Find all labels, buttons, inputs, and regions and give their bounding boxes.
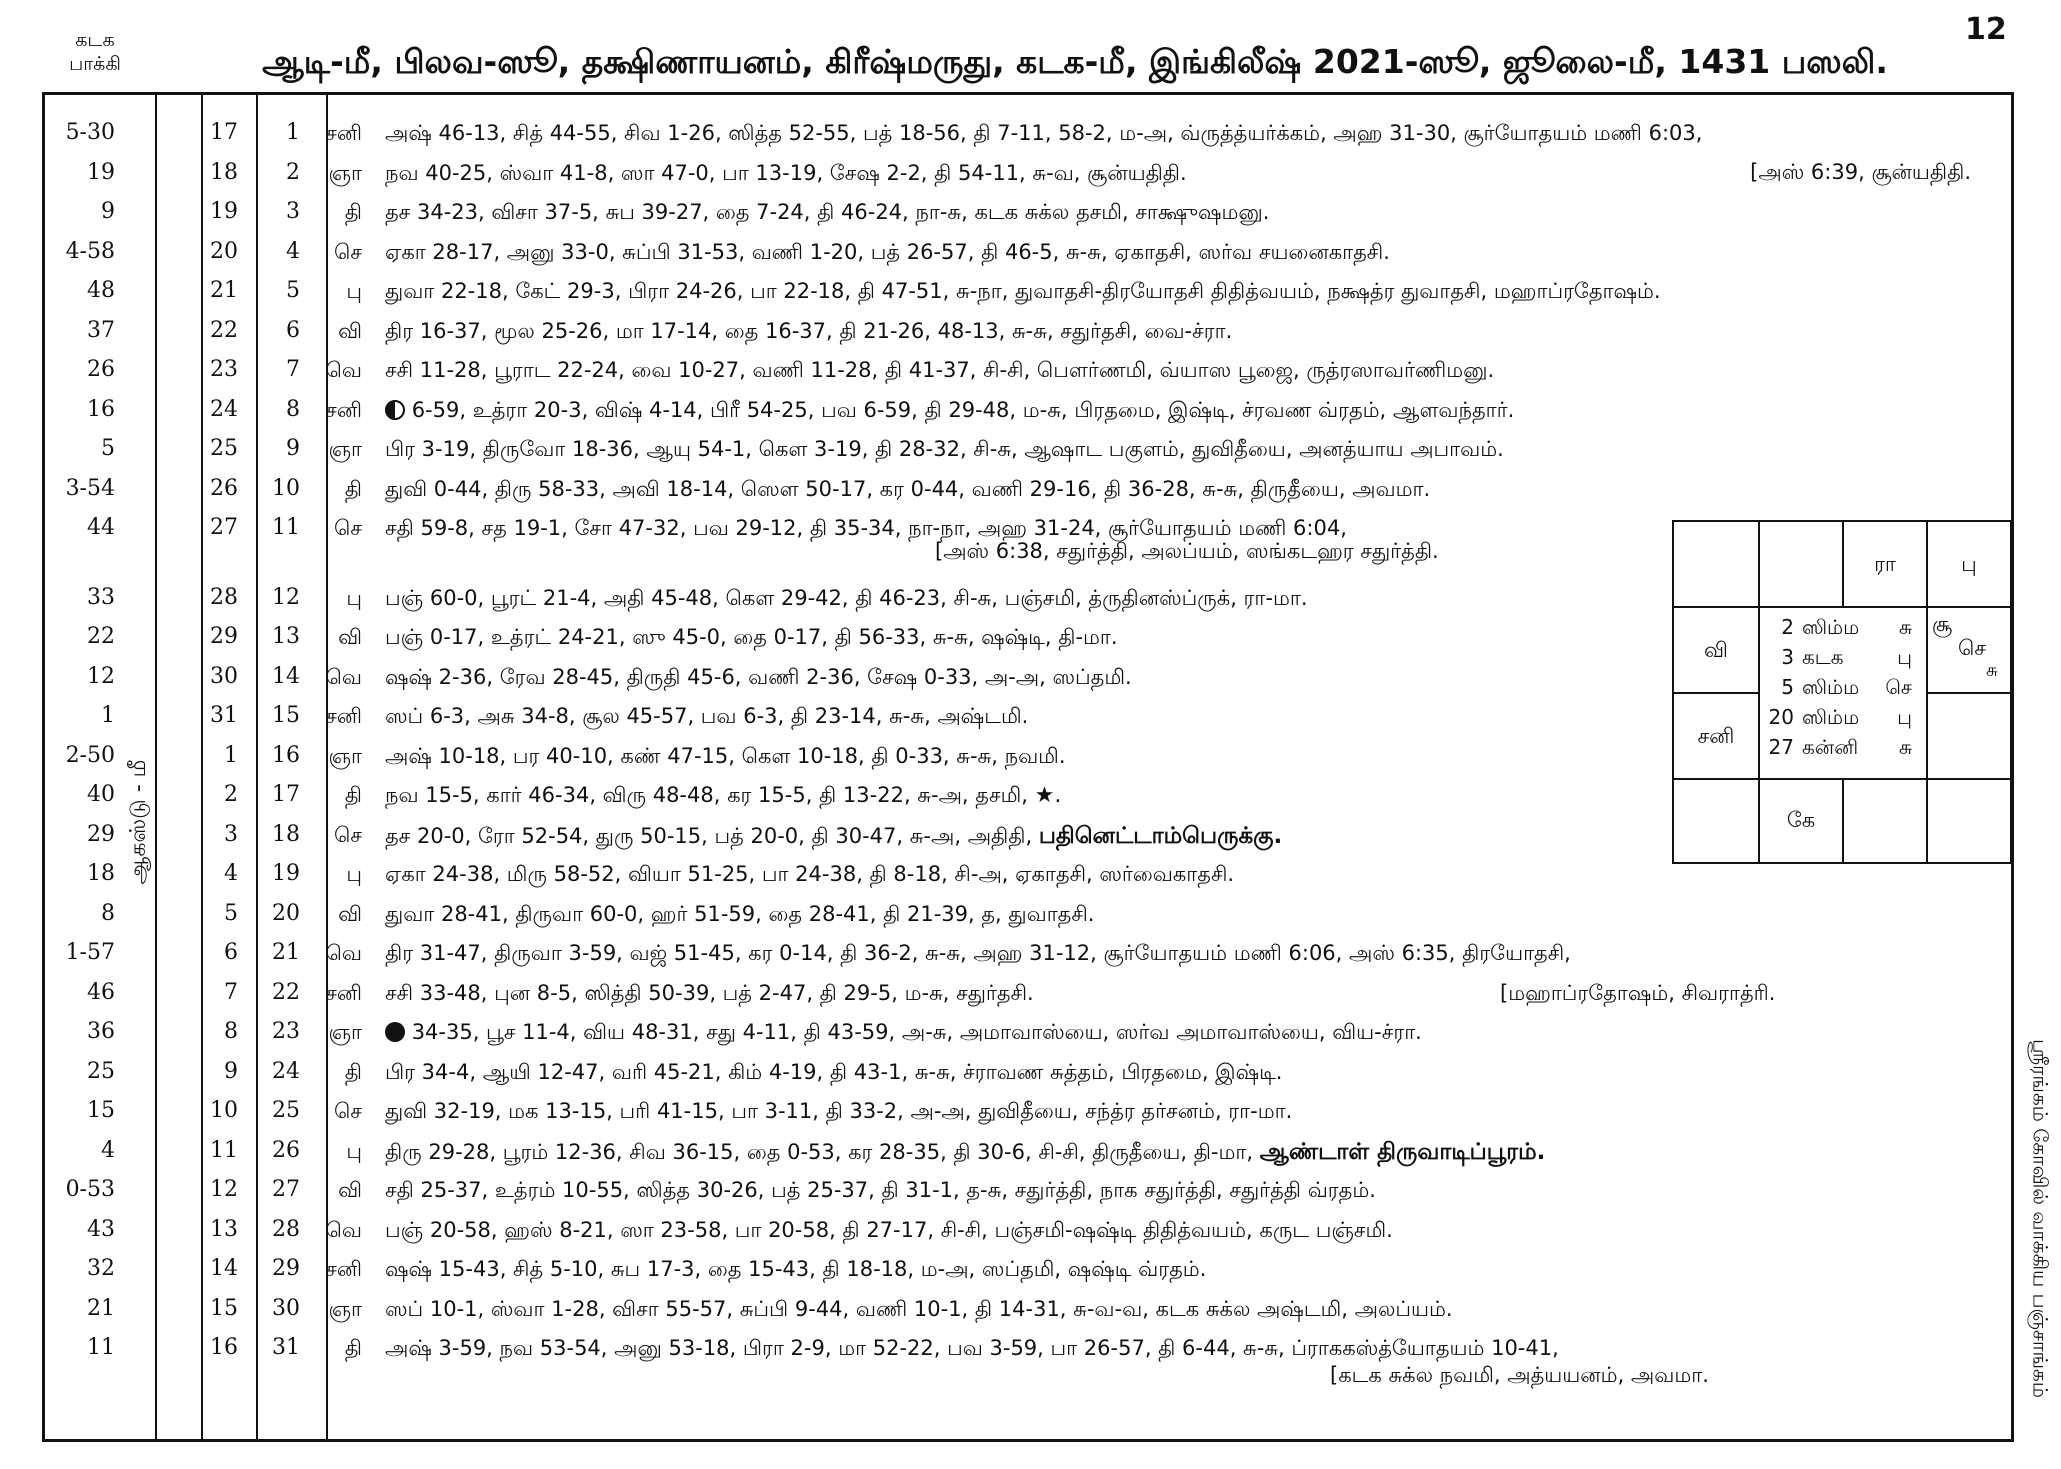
weekday: செ — [334, 1099, 362, 1123]
day-details — [385, 902, 1985, 929]
english-date: 26 — [210, 475, 238, 501]
weekday: ஞா — [328, 1020, 362, 1044]
page-title: ஆடி-மீ, பிலவ-ஸூ, தக்ஷிணாயனம், கிரீஷ்மருது, கடக-மீ, இங்கிலீஷ் 2021-ஸூ, ஜூலை-மீ, 1431 பஸலி. — [262, 42, 1888, 81]
day-details-text: துவி 0-44, திரு 58-33, அவி 18-14, ஸௌ 50-17, கர 0-44, வணி 29-16, தி 36-28, சு-சு, திருதீயை, அவமா. — [385, 476, 1431, 501]
day-details — [385, 279, 1985, 306]
chart-cell — [1672, 778, 1760, 864]
english-date: 20 — [210, 238, 238, 264]
full-moon-icon — [385, 400, 405, 420]
tamil-date: 23 — [272, 1019, 300, 1044]
kadaka-balance: 37 — [87, 317, 115, 343]
day-details — [385, 1336, 1985, 1363]
kadaka-balance: 5-30 — [65, 120, 115, 145]
day-details-text: தச 20-0, ரோ 52-54, துரு 50-15, பத் 20-0, தி 30-47, சு-அ, அதிதி, — [385, 823, 1033, 848]
tamil-date: 17 — [272, 782, 300, 807]
weekday: வெ — [325, 358, 362, 382]
weekday: ஞா — [328, 160, 362, 185]
rasi-chart — [1672, 520, 2012, 864]
table-row — [45, 191, 2011, 231]
tamil-date: 18 — [272, 821, 300, 847]
kadaka-balance: 40 — [87, 782, 115, 807]
day-details-text: ஷஷ் 15-43, சித் 5-10, சுப 17-3, தை 15-43, தி 18-18, ம-அ, ஸப்தமி, ஷஷ்டி வ்ரதம். — [385, 1257, 1207, 1281]
table-row — [45, 428, 2011, 468]
english-date: 9 — [224, 1058, 238, 1084]
english-date: 16 — [210, 1335, 238, 1360]
tamil-date: 25 — [272, 1098, 300, 1123]
english-date: 30 — [210, 663, 238, 689]
continuation-text: [மஹாப்ரதோஷம், சிவராத்ரி. — [1500, 980, 1776, 1005]
table-row — [45, 1288, 2011, 1328]
day-details — [385, 1178, 1985, 1205]
chart-cell-su-se — [1926, 606, 2012, 694]
day-details-text: 34-35, பூச 11-4, விய 48-31, சது 4-11, தி 43-59, அ-சு, அமாவாஸ்யை, ஸர்வ அமாவாஸ்யை, விய-ச்ரா. — [411, 1020, 1422, 1044]
day-details-text: ஏகா 28-17, அனு 33-0, சுப்பி 31-53, வணி 1-20, பத் 26-57, தி 46-5, சு-சு, ஏகாதசி, ஸர்வ சயனைகாதசி. — [385, 239, 1390, 264]
weekday: வி — [338, 625, 362, 649]
english-date: 1 — [224, 742, 238, 768]
weekday: பு — [346, 279, 362, 303]
table-row — [45, 231, 2011, 271]
tamil-date: 12 — [272, 584, 300, 610]
day-details-text: அஷ் 10-18, பர 40-10, கண் 47-15, கௌ 10-18, தி 0-33, சு-சு, நவமி. — [385, 743, 1066, 768]
kadaka-balance: 1 — [101, 703, 115, 728]
weekday: செ — [334, 822, 362, 847]
weekday: தி — [344, 200, 362, 224]
kadaka-balance: 36 — [87, 1019, 115, 1044]
day-details — [385, 1297, 1985, 1324]
day-details-text: ஸப் 6-3, அசு 34-8, சூல 45-57, பவ 6-3, தி 23-14, சு-சு, அஷ்டமி. — [385, 704, 1029, 728]
kadaka-balance: 33 — [87, 584, 115, 610]
table-row — [45, 1090, 2011, 1130]
transit-sign: ஸிம்ம — [1802, 705, 1860, 729]
english-date: 22 — [210, 317, 238, 343]
transit-sign: கடக — [1802, 645, 1844, 669]
tamil-date: 22 — [272, 979, 300, 1005]
day-details — [385, 358, 1985, 385]
day-details-text: திரு 29-28, பூரம் 12-36, சிவ 36-15, தை 0-53, கர 28-35, தி 30-6, சி-சி, திருதீயை, தி-மா, — [385, 1139, 1254, 1164]
day-details-text: நவ 40-25, ஸ்வா 41-8, ஸா 47-0, பா 13-19, சேஷ 2-2, தி 54-11, சு-வ, சூன்யதிதி. — [385, 160, 1187, 185]
kadaka-balance: 32 — [87, 1256, 115, 1281]
day-details-text: பஞ் 20-58, ஹஸ் 8-21, ஸா 23-58, பா 20-58, தி 27-17, சி-சி, பஞ்சமி-ஷஷ்டி திதித்வயம், கருட பஞ்சமி. — [385, 1217, 1393, 1242]
weekday: பு — [346, 1138, 362, 1163]
star-icon: ★. — [1034, 783, 1062, 808]
page-number: 12 — [1965, 12, 2007, 47]
tamil-date: 11 — [272, 515, 300, 540]
kadaka-balance: 11 — [87, 1335, 115, 1360]
chart-cell — [1672, 520, 1760, 608]
planet-ke: கே — [1786, 808, 1816, 832]
weekday: செ — [334, 239, 362, 264]
tamil-date: 10 — [272, 475, 300, 501]
festival-highlight: ஆண்டாள் திருவாடிப்பூரம். — [1259, 1138, 1546, 1165]
english-date: 29 — [210, 624, 238, 649]
tamil-date: 4 — [286, 238, 300, 264]
planet-su2: சு — [1986, 660, 1998, 681]
corner-line-2: பாக்கி — [69, 53, 121, 75]
transit-planet: சு — [1898, 615, 1912, 639]
tamil-date: 29 — [272, 1256, 300, 1281]
tamil-date: 7 — [286, 357, 300, 382]
tamil-date: 2 — [286, 159, 300, 185]
tamil-date: 27 — [272, 1177, 300, 1202]
tamil-date: 21 — [272, 940, 300, 965]
chart-cell-vi — [1672, 606, 1760, 694]
transit-planet: பு — [1897, 705, 1912, 729]
day-details-text: துவா 28-41, திருவா 60-0, ஹர் 51-59, தை 28-41, தி 21-39, த, துவாதசி. — [385, 901, 1095, 926]
english-date: 27 — [210, 515, 238, 540]
day-details-text: பிர 3-19, திருவோ 18-36, ஆயு 54-1, கௌ 3-19, தி 28-32, சி-சு, ஆஷாட பகுளம், துவிதீயை, அனத்யாய அபாவம். — [385, 437, 1504, 461]
day-details-text: சதி 25-37, உத்ரம் 10-55, ஸித்த 30-26, பத் 25-37, தி 31-1, த-சு, சதுர்த்தி, நாக சதுர்த்தி, சதுர்த்தி வ்ரதம். — [385, 1178, 1376, 1202]
day-details — [385, 1060, 1985, 1087]
transit-date: 3 — [1781, 645, 1794, 669]
tamil-date: 9 — [286, 436, 300, 461]
planet-ra: ரா — [1874, 552, 1896, 576]
day-details — [385, 121, 1985, 148]
chart-cell — [1758, 520, 1844, 608]
weekday: ஞா — [328, 437, 362, 461]
day-details-text: துவா 22-18, கேட் 29-3, பிரா 24-26, பா 22-18, தி 47-51, சு-நா, துவாதசி-திரயோதசி திதித்வயம், நக்ஷத்ர துவாதசி, மஹாப்ரதோஷம். — [385, 279, 1661, 303]
planet-vi: வி — [1704, 638, 1728, 662]
weekday: சனி — [325, 980, 362, 1005]
english-date: 24 — [210, 396, 238, 422]
planet-su: சூ — [1932, 612, 1953, 636]
transit-planet: சு — [1898, 735, 1912, 759]
kadaka-balance: 5 — [101, 436, 115, 461]
chart-cell — [1926, 778, 2012, 864]
transit-planet: பு — [1897, 645, 1912, 669]
english-date: 10 — [210, 1098, 238, 1123]
day-details-text: அஷ் 46-13, சித் 44-55, சிவ 1-26, ஸித்த 52-55, பத் 18-56, தி 7-11, 58-2, ம-அ, வ்ருத்த்யர்க்கம், அஹ 31-30, சூர்யோதயம் மணி 6:03, — [385, 121, 1703, 145]
tamil-date: 14 — [272, 663, 300, 689]
day-details-text: தச 34-23, விசா 37-5, சுப 39-27, தை 7-24, தி 46-24, நா-சு, கடக சுக்ல தசமி, சாக்ஷுஷமனு. — [385, 200, 1270, 224]
continuation-text: [கடக சுக்ல நவமி, அத்யயனம், அவமா. — [1330, 1362, 1709, 1387]
planet-sani: சனி — [1697, 724, 1735, 748]
english-date: 8 — [224, 1019, 238, 1044]
day-details-text: பஞ் 0-17, உத்ரட் 24-21, ஸு 45-0, தை 0-17, தி 56-33, சு-சு, ஷஷ்டி, தி-மா. — [385, 625, 1118, 649]
chart-cell — [1842, 778, 1928, 864]
day-details — [385, 161, 1985, 188]
day-details — [385, 1218, 1985, 1245]
english-date: 15 — [210, 1295, 238, 1321]
kadaka-balance: 43 — [87, 1216, 115, 1242]
english-date: 11 — [210, 1137, 238, 1163]
kadaka-balance: 4-58 — [65, 238, 115, 264]
english-date: 21 — [210, 278, 238, 303]
side-note — [2024, 1000, 2054, 1440]
table-row — [45, 389, 2011, 429]
table-row — [45, 1011, 2011, 1051]
continuation-text: [அஸ் 6:38, சதுர்த்தி, அலப்யம், ஸங்கடஹர சதுர்த்தி. — [935, 538, 1439, 563]
day-details-text: சதி 59-8, சத 19-1, சோ 47-32, பவ 29-12, தி 35-34, நா-நா, அஹ 31-24, சூர்யோதயம் மணி 6:04, — [385, 516, 1347, 540]
day-details — [385, 477, 1985, 504]
corner-label — [40, 28, 150, 76]
weekday: வி — [338, 901, 362, 926]
weekday: வெ — [325, 941, 362, 965]
day-details — [385, 1020, 1985, 1047]
tamil-date: 26 — [272, 1137, 300, 1163]
festival-highlight: பதினெட்டாம்பெருக்கு. — [1038, 822, 1283, 849]
day-details-text: நவ 15-5, கார் 46-34, விரு 48-48, கர 15-5, தி 13-22, சு-அ, தசமி, — [385, 783, 1028, 807]
kadaka-balance: 48 — [87, 278, 115, 303]
table-row — [45, 1169, 2011, 1209]
day-details — [385, 1139, 1985, 1168]
kadaka-balance: 22 — [87, 624, 115, 649]
tamil-date: 28 — [272, 1216, 300, 1242]
tamil-date: 15 — [272, 703, 300, 728]
day-details — [385, 437, 1985, 464]
tamil-date: 6 — [286, 317, 300, 343]
chart-cell-ra — [1842, 520, 1928, 608]
table-row — [45, 1327, 2011, 1387]
weekday: வி — [338, 1178, 362, 1202]
weekday: தி — [344, 1059, 362, 1084]
english-date: 5 — [224, 900, 238, 926]
table-row — [45, 310, 2011, 350]
weekday: ஞா — [328, 1296, 362, 1321]
transit-date: 2 — [1781, 615, 1794, 639]
day-details — [385, 240, 1985, 267]
day-details-text: ஸப் 10-1, ஸ்வா 1-28, விசா 55-57, சுப்பி 9-44, வணி 10-1, தி 14-31, சு-வ-வ, கடக சுக்ல அஷ்டமி, அலப்யம். — [385, 1296, 1453, 1321]
weekday: சனி — [325, 397, 362, 422]
tamil-date: 16 — [272, 742, 300, 768]
day-details — [385, 941, 1985, 968]
tamil-date: 24 — [272, 1058, 300, 1084]
kadaka-balance: 4 — [101, 1137, 115, 1163]
table-row — [45, 349, 2011, 389]
kadaka-balance: 18 — [87, 861, 115, 886]
transit-item — [1760, 612, 1924, 642]
table-row — [45, 893, 2011, 933]
day-details-text: திர 16-37, மூல 25-26, மா 17-14, தை 16-37, தி 21-26, 48-13, சு-சு, சதுர்தசி, வை-ச்ரா. — [385, 318, 1233, 343]
weekday: வெ — [325, 1217, 362, 1242]
english-date: 6 — [224, 940, 238, 965]
kadaka-balance: 16 — [87, 396, 115, 422]
day-details — [385, 319, 1985, 346]
day-details — [385, 1099, 1985, 1126]
chart-cell — [1926, 692, 2012, 780]
chart-cell-ke — [1758, 778, 1844, 864]
english-date: 12 — [210, 1177, 238, 1202]
day-details-text: பிர 34-4, ஆயி 12-47, வரி 45-21, கிம் 4-19, தி 43-1, சு-சு, ச்ராவண சுத்தம், பிரதமை, இஷ்டி. — [385, 1059, 1283, 1084]
transit-item — [1760, 642, 1924, 672]
weekday: சனி — [325, 121, 362, 145]
kadaka-balance: 21 — [87, 1295, 115, 1321]
day-details — [385, 862, 1985, 889]
day-details-text: சசி 33-48, புன 8-5, ஸித்தி 50-39, பத் 2-47, தி 29-5, ம-சு, சதுர்தசி. — [385, 980, 1034, 1005]
day-details-text: சசி 11-28, பூராட 22-24, வை 10-27, வணி 11-28, தி 41-37, சி-சி, பௌர்ணமி, வ்யாஸ பூஜை, ருத்ரஸாவர்ணிமனு. — [385, 358, 1495, 382]
corner-line-1: கடக — [75, 29, 115, 51]
tamil-date: 1 — [286, 120, 300, 145]
day-details-text: பஞ் 60-0, பூரட் 21-4, அதி 45-48, கௌ 29-42, தி 46-23, சி-சு, பஞ்சமி, த்ருதினஸ்ப்ருக், ரா-மா. — [385, 585, 1308, 610]
english-date: 28 — [210, 584, 238, 610]
table-row — [45, 1130, 2011, 1170]
weekday: பு — [346, 585, 362, 610]
english-date: 14 — [210, 1256, 238, 1281]
day-details — [385, 200, 1985, 227]
english-date: 3 — [224, 821, 238, 847]
table-row — [45, 1051, 2011, 1091]
transit-sign: கன்னி — [1802, 735, 1859, 759]
side-note-text: ஸ்ரீரங்கம் கோவில் வாக்கிய பஞ்சாங்கம் — [2028, 1039, 2053, 1398]
continuation-text: [அஸ் 6:39, சூன்யதிதி. — [1750, 159, 1971, 184]
kadaka-balance: 8 — [101, 900, 115, 926]
table-row — [45, 1248, 2011, 1288]
transit-list — [1760, 612, 1924, 762]
english-date: 23 — [210, 357, 238, 382]
chart-cell-pu — [1926, 520, 2012, 608]
tamil-date: 13 — [272, 624, 300, 649]
english-date: 25 — [210, 436, 238, 461]
kadaka-balance: 12 — [87, 663, 115, 689]
kadaka-balance: 9 — [101, 199, 115, 224]
kadaka-balance: 0-53 — [65, 1177, 115, 1202]
transit-date: 5 — [1781, 675, 1794, 699]
planet-pu: பு — [1961, 552, 1977, 576]
weekday: ஞா — [328, 743, 362, 768]
transit-item — [1760, 732, 1924, 762]
english-date: 4 — [224, 861, 238, 886]
english-date: 13 — [210, 1216, 238, 1242]
day-details-text: ஏகா 24-38, மிரு 58-52, வியா 51-25, பா 24-38, தி 8-18, சி-அ, ஏகாதசி, ஸர்வைகாதசி. — [385, 862, 1235, 886]
kadaka-balance: 26 — [87, 357, 115, 382]
english-date: 2 — [224, 782, 238, 807]
kadaka-balance: 2-50 — [65, 742, 115, 768]
day-details-text: ஷஷ் 2-36, ரேவ 28-45, திருதி 45-6, வணி 2-36, சேஷ 0-33, அ-அ, ஸப்தமி. — [385, 664, 1132, 689]
weekday: தி — [344, 476, 362, 501]
kadaka-balance: 44 — [87, 515, 115, 540]
table-row — [45, 1209, 2011, 1249]
transit-date: 27 — [1768, 735, 1794, 759]
weekday: வெ — [325, 664, 362, 689]
day-details — [385, 1257, 1985, 1284]
new-moon-icon — [385, 1022, 405, 1042]
day-details-text: அஷ் 3-59, நவ 53-54, அனு 53-18, பிரா 2-9, மா 52-22, பவ 3-59, பா 26-57, தி 6-44, சு-சு, ப்ராககஸ்த்யோதயம் 10-41, — [385, 1336, 1559, 1360]
kadaka-balance: 1-57 — [65, 940, 115, 965]
day-details-text: துவி 32-19, மக 13-15, பரி 41-15, பா 3-11, தி 33-2, அ-அ, துவிதீயை, சந்த்ர தர்சனம், ரா-மா. — [385, 1099, 1293, 1123]
month-label — [120, 748, 160, 908]
english-date: 18 — [210, 159, 238, 185]
weekday: சனி — [325, 704, 362, 728]
tamil-date: 5 — [286, 278, 300, 303]
day-details-text: திர 31-47, திருவா 3-59, வஜ் 51-45, கர 0-14, தி 36-2, சு-சு, அஹ 31-12, சூர்யோதயம் மணி 6:06, அஸ் 6:35, திரயோதசி, — [385, 941, 1571, 965]
table-row — [45, 932, 2011, 972]
transit-sign: ஸிம்ம — [1802, 615, 1860, 639]
weekday: வி — [338, 318, 362, 343]
day-details — [385, 398, 1985, 425]
tamil-date: 20 — [272, 900, 300, 926]
weekday: பு — [346, 862, 362, 886]
weekday: செ — [334, 516, 362, 540]
kadaka-balance: 29 — [87, 821, 115, 847]
english-date: 19 — [210, 199, 238, 224]
month-label-text: ஆகஸ்டு - மீ — [126, 759, 151, 885]
day-details-text: 6-59, உத்ரா 20-3, விஷ் 4-14, பிரீ 54-25, பவ 6-59, தி 29-48, ம-சு, பிரதமை, இஷ்டி, ச்ரவண வ்ரதம், ஆளவந்தார். — [411, 397, 1515, 422]
kadaka-balance: 15 — [87, 1098, 115, 1123]
transit-item — [1760, 702, 1924, 732]
english-date: 17 — [210, 120, 238, 145]
kadaka-balance: 46 — [87, 979, 115, 1005]
table-row — [45, 468, 2011, 508]
kadaka-balance: 19 — [87, 159, 115, 185]
chart-cell-sani — [1672, 692, 1760, 780]
weekday: தி — [344, 1336, 362, 1360]
transit-date: 20 — [1768, 705, 1794, 729]
kadaka-balance: 3-54 — [65, 475, 115, 501]
tamil-date: 8 — [286, 396, 300, 422]
planet-se: செ — [1958, 636, 1986, 660]
weekday: சனி — [325, 1257, 362, 1281]
tamil-date: 31 — [272, 1335, 300, 1360]
table-row — [45, 972, 2011, 1012]
tamil-date: 19 — [272, 861, 300, 886]
transit-item — [1760, 672, 1924, 702]
transit-sign: ஸிம்ம — [1802, 675, 1860, 699]
table-row — [45, 270, 2011, 310]
table-row — [45, 152, 2011, 192]
transit-planet: செ — [1885, 675, 1912, 699]
tamil-date: 30 — [272, 1295, 300, 1321]
weekday: தி — [344, 783, 362, 807]
kadaka-balance: 25 — [87, 1058, 115, 1084]
tamil-date: 3 — [286, 199, 300, 224]
english-date: 31 — [210, 703, 238, 728]
english-date: 7 — [224, 979, 238, 1005]
